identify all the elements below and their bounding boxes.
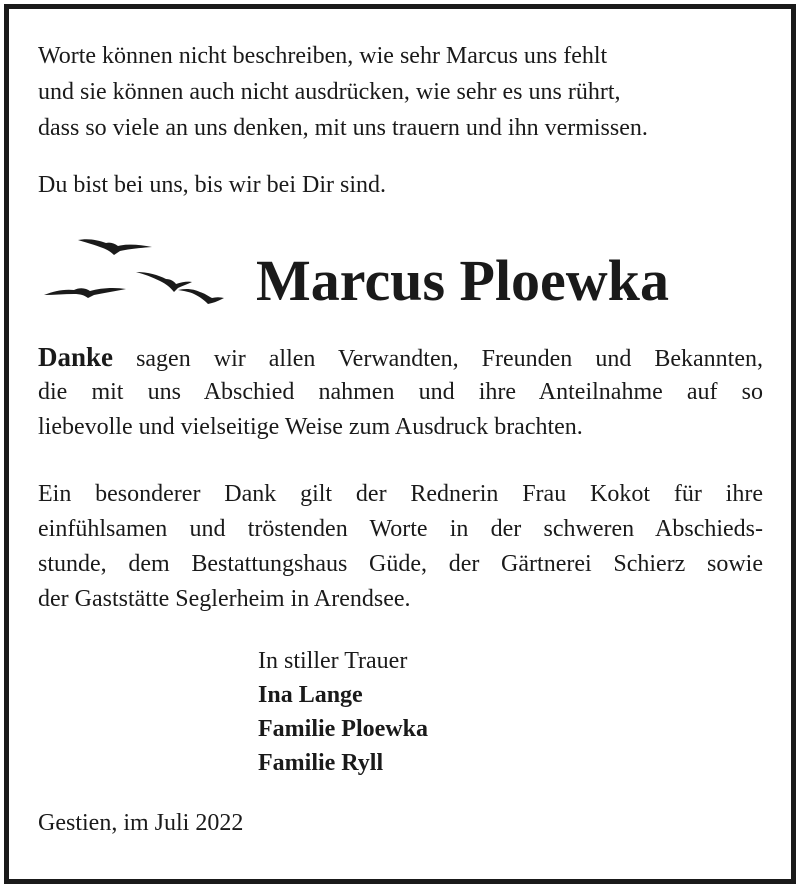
special-thanks-line: einfühlsamen und tröstenden Worte in der schweren Abschieds- <box>38 516 763 542</box>
intro-line: dass so viele an uns denken, mit uns trauern und ihn vermissen. <box>38 115 648 141</box>
thanks-line: liebevolle und vielseitige Weise zum Ausdruck brachten. <box>38 414 583 440</box>
special-thanks-line: stunde, dem Bestattungshaus Güde, der Gärtnerei Schierz sowie <box>38 551 763 577</box>
thanks-paragraph <box>38 340 763 445</box>
signature-name: Ina Lange <box>258 682 363 708</box>
intro-line: Worte können nicht beschreiben, wie sehr Marcus uns fehlt <box>38 43 608 69</box>
place-date: Gestien, im Juli 2022 <box>38 810 244 836</box>
flying-birds-icon <box>40 232 230 312</box>
deceased-name: Marcus Ploewka <box>256 248 669 313</box>
thanks-lead-word: Danke <box>38 342 114 372</box>
signature-heading: In stiller Trauer <box>258 648 408 674</box>
signature-name: Familie Ryll <box>258 750 384 776</box>
signature-name: Familie Ploewka <box>258 716 428 742</box>
special-thanks-line: Ein besonderer Dank gilt der Rednerin Frau Kokot für ihre <box>38 481 763 507</box>
motto: Du bist bei uns, bis wir bei Dir sind. <box>38 172 386 198</box>
special-thanks-line: der Gaststätte Seglerheim in Arendsee. <box>38 586 411 612</box>
thanks-line: die mit uns Abschied nahmen und ihre Anteilnahme auf so <box>38 379 763 405</box>
thanks-line-rest: sagen wir allen Verwandten, Freunden und Bekannten, <box>136 346 764 372</box>
signature-block <box>258 644 428 780</box>
special-thanks-paragraph <box>38 477 763 617</box>
intro-paragraph <box>38 38 648 146</box>
thanks-line <box>38 340 763 375</box>
intro-line: und sie können auch nicht ausdrücken, wie sehr es uns rührt, <box>38 79 621 105</box>
